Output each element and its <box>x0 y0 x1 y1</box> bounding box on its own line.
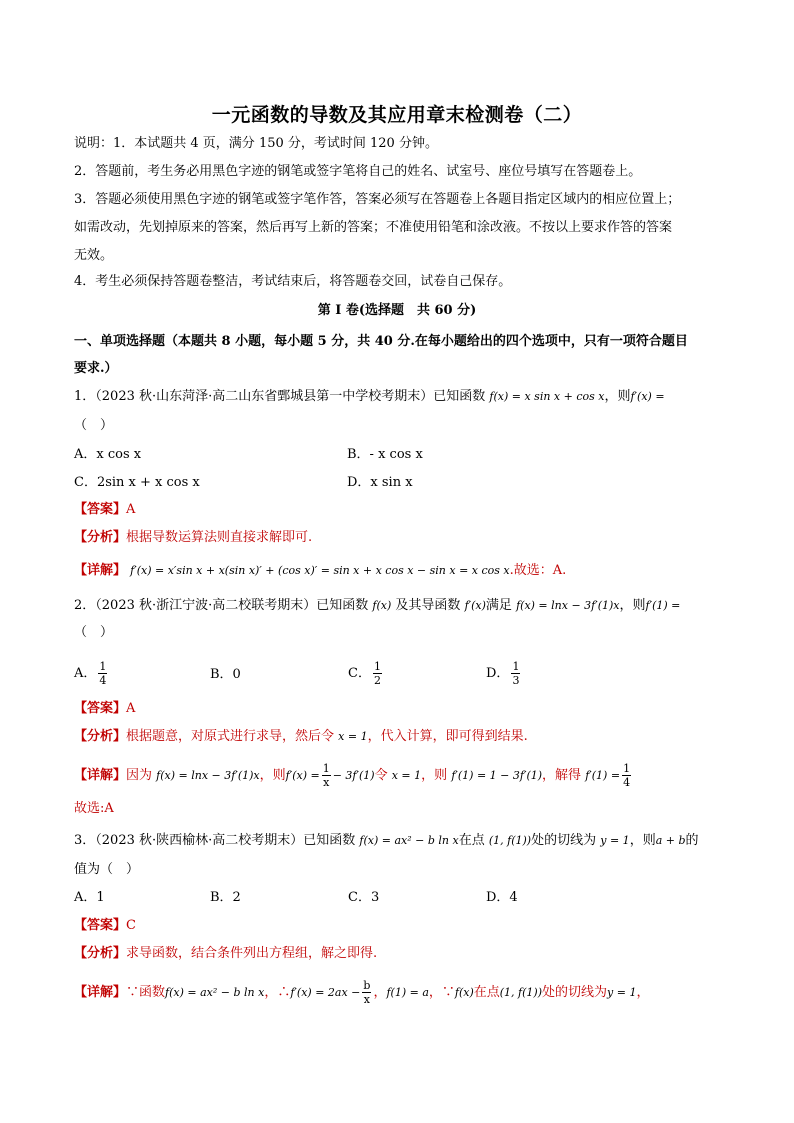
q2-detail-2: ，则 <box>259 768 286 783</box>
frac-num: 1 <box>99 660 107 673</box>
q2-fp: f′(x) <box>464 599 486 612</box>
frac-den: 4 <box>99 674 107 687</box>
frac-num: b <box>363 979 371 992</box>
q2-conclusion: 故选:A <box>74 801 114 816</box>
q1-paren: （ ） <box>74 418 114 433</box>
q2-analysis-math: x = 1 <box>338 730 368 743</box>
detail-label: 【详解】 <box>74 985 127 1000</box>
q2-mid: 及其导函数 <box>395 598 461 613</box>
q1-ask-pre: ，则 <box>604 389 631 404</box>
q2-paren: （ ） <box>74 625 114 640</box>
q3-detail-m4: f(x) <box>454 986 474 999</box>
q1-analysis <box>74 529 312 547</box>
q3-function: f(x) = ax² − b ln x <box>359 834 459 847</box>
q2-relation: f(x) = lnx − 3f′(1)x <box>516 599 620 612</box>
q3-ask-post: 的 <box>685 833 699 848</box>
q2-answer <box>74 700 135 718</box>
q2-detail-fraction <box>322 762 331 789</box>
answer-label: 【答案】 <box>74 701 127 716</box>
q1-option-c: C．2sin x + x cos x <box>74 475 200 490</box>
q3-detail-2: ，∴ <box>264 985 291 1000</box>
q2-detail-m1: f(x) = lnx − 3f′(1)x <box>156 769 260 782</box>
q2-option-c <box>348 660 384 687</box>
q2-detail-fraction-2 <box>622 762 631 789</box>
detail-label: 【详解】 <box>74 563 127 578</box>
q3-detail-7: ， <box>636 985 650 1000</box>
q2-detail-m5: f′(1) = <box>585 769 621 782</box>
part-heading: 一、单项选择题（本题共 8 小题，每小题 5 分，共 40 分.在每小题给出的四个选项中，只有一项符合题目 <box>74 334 688 349</box>
q3-mid: 在点 <box>458 833 485 848</box>
q3-analysis <box>74 945 377 963</box>
q3-detail-m5: (1, f(1)) <box>499 986 542 999</box>
q1-analysis-text: 根据导数运算法则直接求解即可. <box>126 530 313 545</box>
part-heading-cont: 要求.） <box>74 361 118 376</box>
q1-detail-end: .故选：A. <box>509 563 567 578</box>
question-1-stem <box>74 388 665 406</box>
q1-detail-math: f′(x) = x′sin x + x(sin x)′ + (cos x)′ = sin x + x cos x − sin x = x cos x <box>130 564 510 577</box>
q2-stem-text: 2．（2023 秋·浙江宁波·高二校联考期末）已知函数 <box>74 598 369 613</box>
analysis-label: 【分析】 <box>74 729 127 744</box>
q1-detail <box>74 562 566 580</box>
q3-stem-cont: 值为（ ） <box>74 862 140 877</box>
q3-stem-text: 3．（2023 秋·陕西榆林·高二校考期末）已知函数 <box>74 833 356 848</box>
q1-stem-text: 1．（2023 秋·山东菏泽·高二山东省鄄城县第一中学校考期末）已知函数 <box>74 389 486 404</box>
analysis-label: 【分析】 <box>74 946 127 961</box>
q2-option-a <box>74 660 109 687</box>
q2-option-a-label: A． <box>74 666 97 681</box>
q3-detail-4: ，∵ <box>428 985 455 1000</box>
q3-line: y = 1 <box>600 834 630 847</box>
q2-detail-m2a: f′(x) = <box>285 769 320 782</box>
q3-option-c: C．3 <box>348 890 380 905</box>
q1-option-d: D．x sin x <box>347 475 413 490</box>
instruction-3-end: 无效。 <box>74 248 114 263</box>
q2-option-d-fraction <box>511 660 520 687</box>
q3-detail-m3: f(1) = a <box>386 986 429 999</box>
instruction-1: 说明：1．本试题共 4 页，满分 150 分，考试时间 120 分钟。 <box>74 136 438 151</box>
section-title: 第 I 卷(选择题 共 60 分) <box>317 303 477 318</box>
q1-ask: f′(x) = <box>630 390 665 403</box>
instruction-3: 3．答题必须使用黑色字迹的钢笔或签字笔作答，答案必须写在答题卷上各题目指定区域内的相应位置上； <box>74 192 681 207</box>
q3-detail-6: 处的切线为 <box>542 985 608 1000</box>
q1-function: f(x) = x sin x + cos x <box>489 390 605 403</box>
q3-option-a: A．1 <box>74 890 105 905</box>
q3-answer <box>74 917 136 935</box>
q2-analysis-pre: 根据题意，对原式进行求导，然后令 <box>126 729 335 744</box>
q1-option-a: A．x cos x <box>74 447 142 462</box>
question-3-stem <box>74 832 699 850</box>
q3-mid2: 处的切线为 <box>531 833 597 848</box>
q2-option-c-fraction <box>373 660 382 687</box>
q1-answer <box>74 501 135 519</box>
frac-den: x <box>323 776 330 789</box>
q2-detail-4: ，则 <box>421 768 448 783</box>
q2-ask: f′(1) = <box>645 599 681 612</box>
frac-den: 3 <box>512 674 520 687</box>
q3-ask-pre: ，则 <box>629 833 656 848</box>
q3-answer-value: C <box>126 918 136 933</box>
q3-detail-3: ， <box>373 985 387 1000</box>
instruction-4: 4．考生必须保持答题卷整洁，考试结束后，将答题卷交回，试卷自己保存。 <box>74 274 512 289</box>
q2-option-d-label: D． <box>486 666 510 681</box>
q3-detail <box>74 979 649 1006</box>
frac-num: 1 <box>623 762 631 775</box>
q2-option-d <box>486 660 522 687</box>
answer-label: 【答案】 <box>74 918 127 933</box>
q2-option-c-label: C． <box>348 666 371 681</box>
question-2-stem <box>74 597 680 615</box>
q2-f: f(x) <box>372 599 392 612</box>
q3-detail-1: ∵函数 <box>126 985 166 1000</box>
frac-num: 1 <box>373 660 381 673</box>
answer-label: 【答案】 <box>74 502 127 517</box>
analysis-label: 【分析】 <box>74 530 127 545</box>
detail-label: 【详解】 <box>74 768 127 783</box>
q3-detail-m6: y = 1 <box>607 986 637 999</box>
q2-detail <box>74 762 633 789</box>
q2-detail-m2b: − 3f′(1) <box>332 769 375 782</box>
q2-ask-pre: ，则 <box>619 598 646 613</box>
frac-num: 1 <box>512 660 520 673</box>
q3-detail-5: 在点 <box>473 985 500 1000</box>
q3-ask: a + b <box>655 834 686 847</box>
q2-option-a-fraction <box>98 660 107 687</box>
q3-option-b: B．2 <box>210 890 241 905</box>
frac-den: x <box>363 993 371 1006</box>
q2-answer-value: A <box>126 701 136 716</box>
q2-analysis-post: ，代入计算，即可得到结果. <box>367 729 528 744</box>
instruction-2: 2．答题前，考生务必用黑色字迹的钢笔或签字笔将自己的姓名、试室号、座位号填写在答题卷上。 <box>74 164 642 179</box>
q2-detail-m3: x = 1 <box>391 769 422 782</box>
q3-detail-fraction <box>362 979 371 1006</box>
q1-answer-value: A <box>126 502 136 517</box>
q3-detail-m1: f(x) = ax² − b ln x <box>165 986 265 999</box>
q3-option-d: D．4 <box>486 890 518 905</box>
instruction-3-cont: 如需改动，先划掉原来的答案，然后再写上新的答案；不准使用铅笔和涂改液。不按以上要求作答的答案 <box>74 220 673 235</box>
q1-option-b: B．- x cos x <box>347 447 423 462</box>
q3-detail-m2: f′(x) = 2ax − <box>290 986 361 999</box>
q2-detail-m4: f′(1) = 1 − 3f′(1) <box>451 769 543 782</box>
q2-detail-3: 令 <box>374 768 388 783</box>
q2-detail-1: 因为 <box>126 768 153 783</box>
frac-num: 1 <box>322 762 330 775</box>
q3-analysis-text: 求导函数，结合条件列出方程组，解之即得. <box>126 946 378 961</box>
q2-option-b: B．0 <box>210 667 241 682</box>
q3-point: (1, f(1)) <box>488 834 532 847</box>
q2-analysis <box>74 728 528 746</box>
page-title: 一元函数的导数及其应用章末检测卷（二） <box>211 104 583 126</box>
q2-mid2: 满足 <box>485 598 512 613</box>
frac-den: 2 <box>373 674 381 687</box>
q2-detail-5: ，解得 <box>542 768 582 783</box>
frac-den: 4 <box>623 776 631 789</box>
